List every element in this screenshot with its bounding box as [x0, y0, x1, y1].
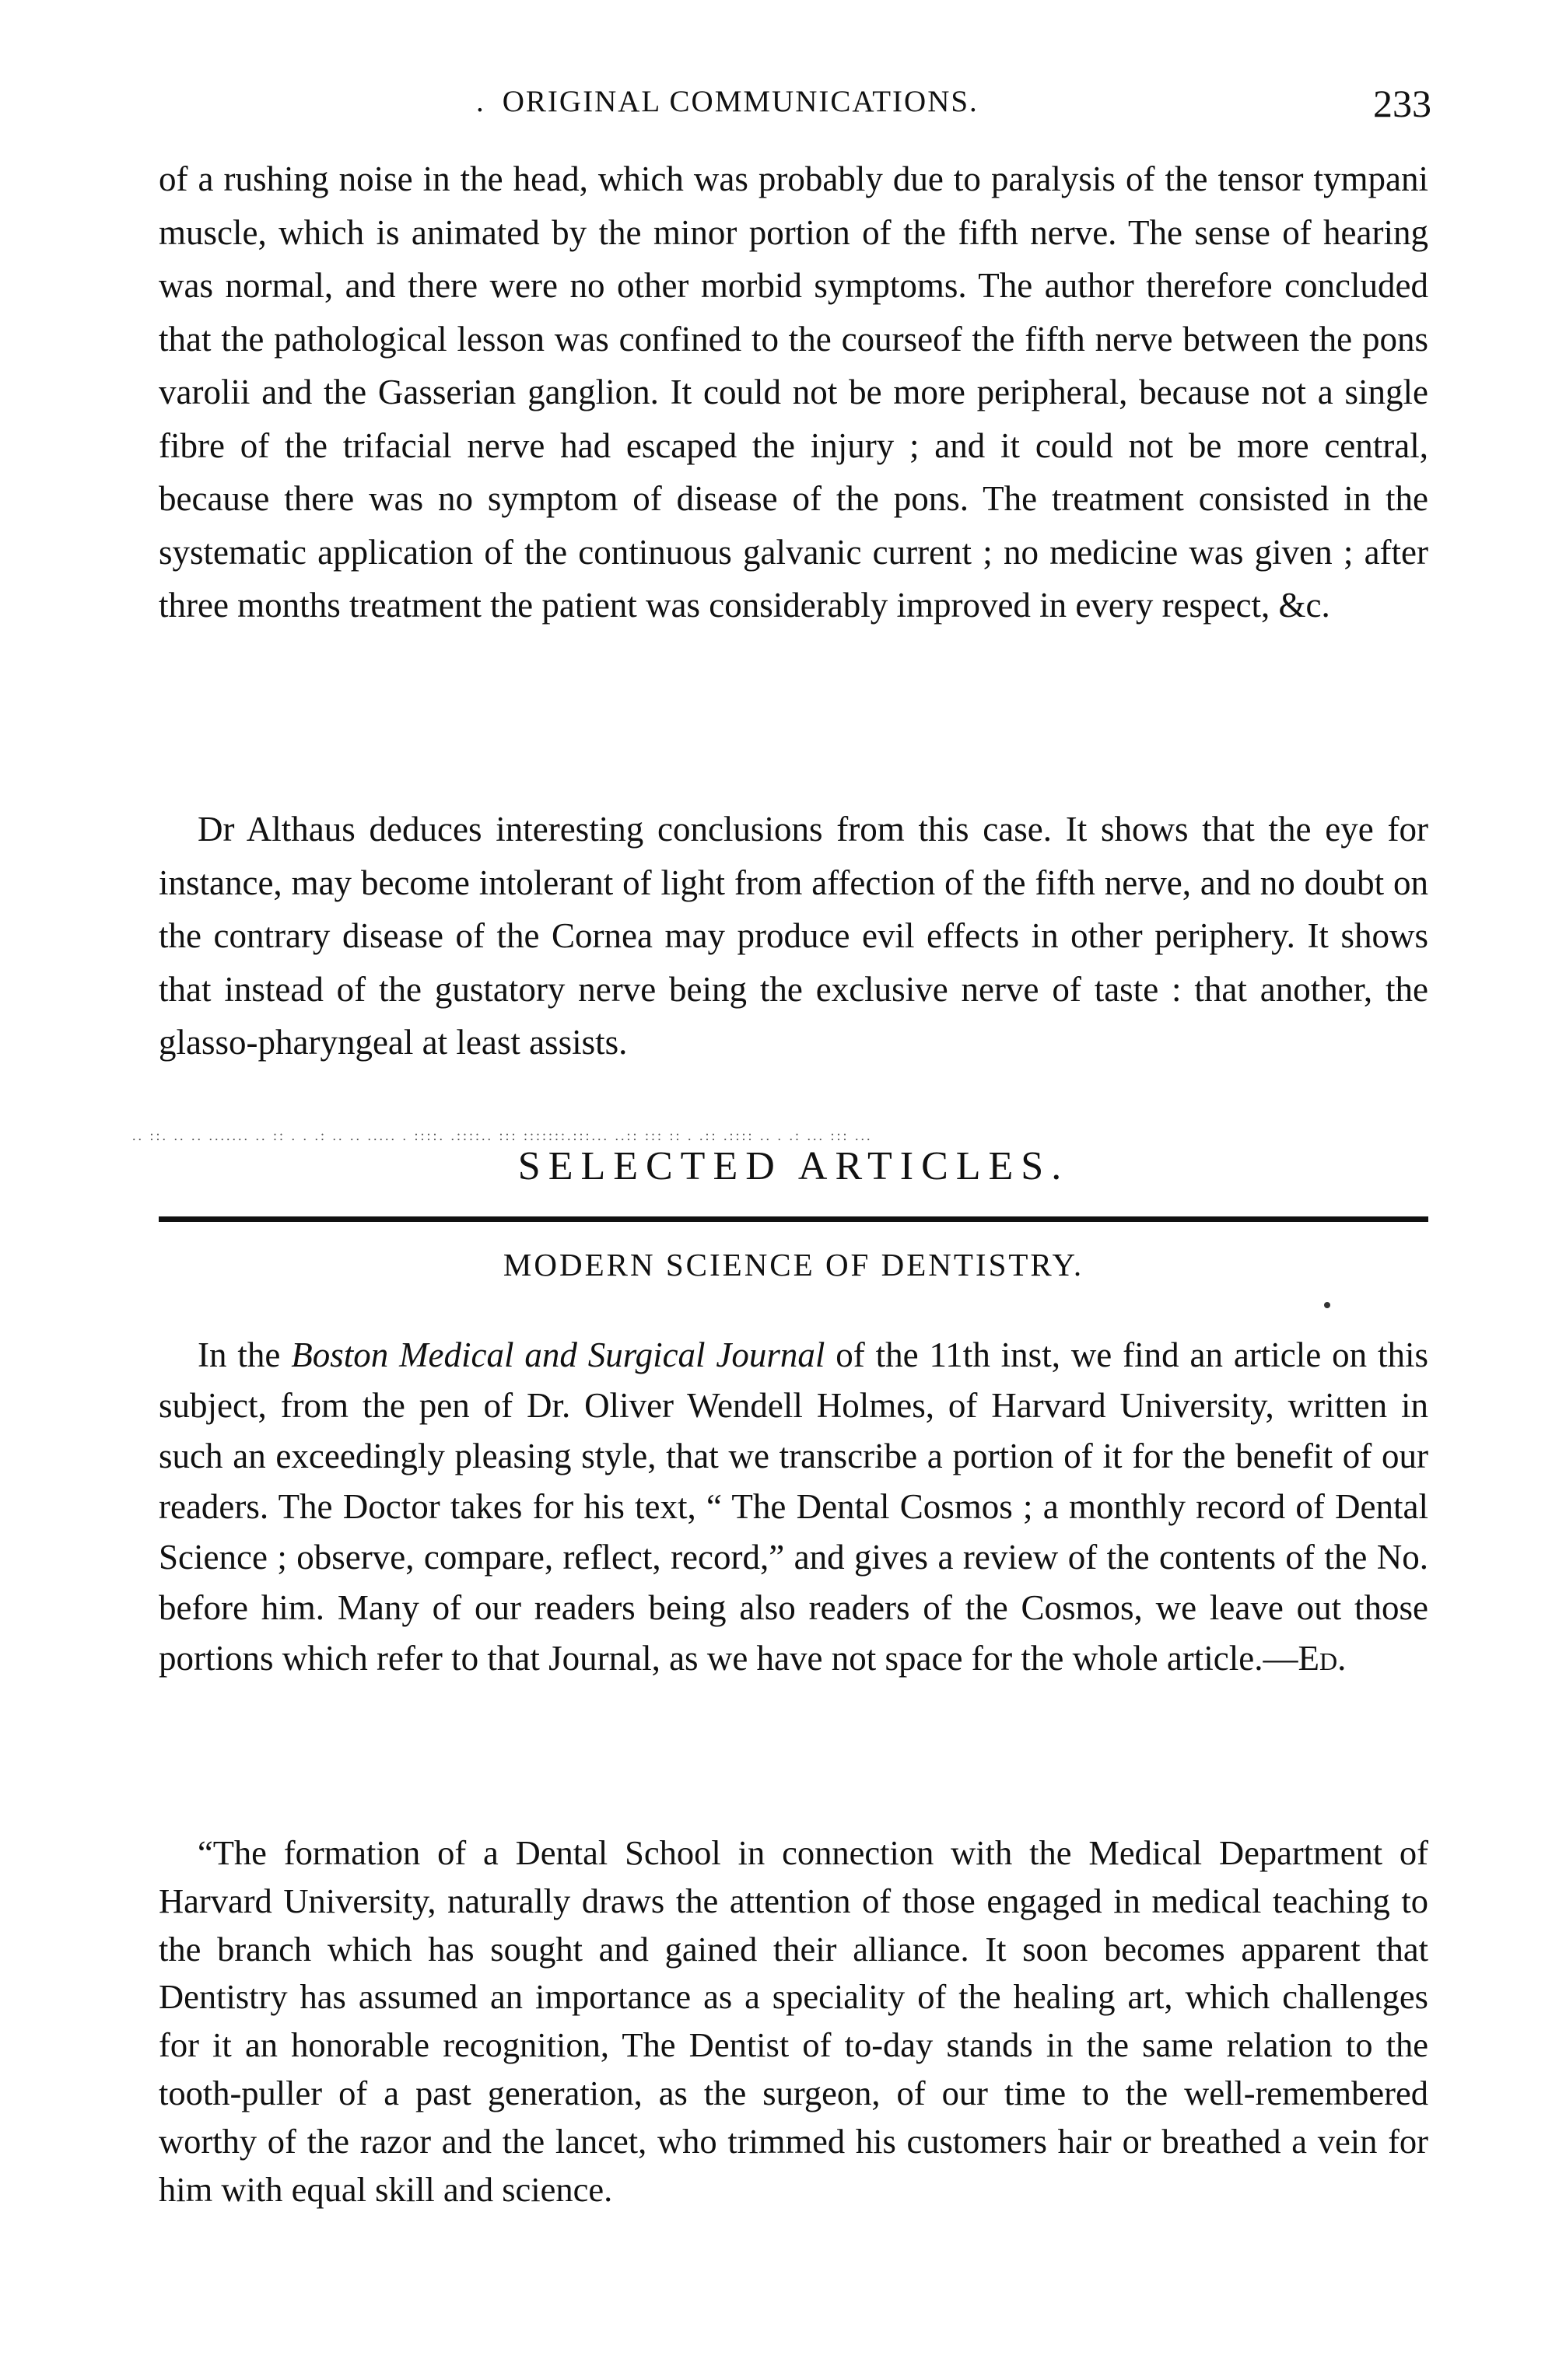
print-noise-divider: .. ::. .. .. ....... .. :: . . .: .. .. ..... . ::::. .::::.. ::: :::::::.:::... ..:: ::: :: . .:: .:::: .. . .: ... ::: ...: [132, 1128, 873, 1142]
journal-name: Boston Medical and Surgical Journal: [291, 1335, 825, 1374]
intro-body: of the 11th inst, we find an article on this subject, from the pen of Dr. Oliver Wendell Holmes, of Harvard University, written in such an exceedingly pleasing style, that we transcribe a portion of it for the benefit of our readers. The Doctor takes for his text, “ The Dental Cosmos ; a monthly record of Dental Science ; observe, compare, reflect, record,” and gives a review of the contents of the No. before him. Many of our readers being also readers of the Cosmos, we leave out those portions which refer to that Journal, as we have not space for the whole article.—: [159, 1335, 1429, 1678]
running-head-text: ORIGINAL COMMUNICATIONS.: [502, 85, 979, 118]
article-title: MODERN SCIENCE OF DENTISTRY.: [503, 1247, 1084, 1283]
paragraph-continued: of a rushing noise in the head, which was probably due to paralysis of the tensor tympani muscle, which is animated by the minor portion of the fifth nerve. The sense of hearing was normal, and there were no other morbid symptoms. The author therefore concluded that the pathological lesson was confined to the courseof the fifth nerve between the pons varolii and the Gasserian ganglion. It could not be more peripheral, because not a single fibre of the trifacial nerve had escaped the injury ; and it could not be more central, because there was no symptom of disease of the pons. The treatment consisted in the systematic application of the continuous galvanic current ; no medicine was given ; after three months treatment the patient was considerably improved in every respect, &c.: [159, 159, 1428, 625]
stray-ink-dot: [1324, 1302, 1330, 1308]
continued-text-block: [159, 152, 1428, 632]
paragraph-althaus-conclusions: Dr Althaus deduces interesting conclusions from this case. It shows that the eye for instance, may become intolerant of light from affection of the fifth nerve, and no doubt on the contrary disease of the Cornea may produce evil effects in other periphery. It shows that instead of the gustatory nerve being the exclusive nerve of taste : that another, the glasso-pharyngeal at least assists.: [159, 810, 1428, 1062]
althaus-text-block: [159, 803, 1428, 1069]
running-header: [156, 84, 1431, 131]
page-number: 233: [1373, 82, 1431, 125]
paragraph-article-intro: [159, 1330, 1428, 1684]
section-heading: SELECTED ARTICLES.: [517, 1144, 1070, 1188]
article-intro-block: [159, 1330, 1428, 1684]
paragraph-quoted-holmes: “The formation of a Dental School in connection with the Medical Department of Harvard University, naturally draws the attention of those engaged in medical teaching to the branch which has sought and gained their alliance. It soon becomes apparent that Dentistry has assumed an importance as a speciality of the healing art, which challenges for it an honorable recognition, The Dentist of to-day stands in the same relation to the tooth-puller of a past generation, as the surgeon, of our time to the well-remembered worthy of the razor and the lancet, who trimmed his customers hair or breathed a vein for him with equal skill and science.: [159, 1833, 1428, 2209]
section-rule: [159, 1216, 1428, 1222]
article-quote-block: [159, 1829, 1428, 2214]
intro-prefix: In the: [198, 1335, 292, 1374]
running-head-dot: .: [476, 85, 485, 118]
editor-mark: Ed.: [1298, 1639, 1347, 1678]
running-head-title: [476, 84, 979, 119]
